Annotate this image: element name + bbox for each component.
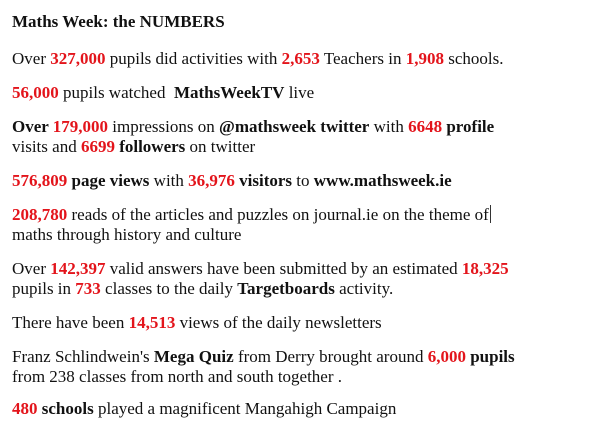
text: Over — [12, 259, 51, 278]
paragraph-page-views — [12, 171, 592, 191]
paragraph-newsletters — [12, 313, 592, 333]
stat-visitors: 36,976 — [188, 171, 235, 190]
text: with — [369, 117, 409, 136]
text: views of the daily newsletters — [175, 313, 382, 332]
text: classes to the daily — [100, 279, 238, 298]
paragraph-targetboards — [12, 259, 592, 299]
text: Franz Schlindwein's — [12, 347, 154, 366]
stat-pupils-estimated: 18,325 — [461, 259, 509, 278]
stat-teachers: 2,653 — [281, 49, 320, 68]
stat-impressions: 179,000 — [52, 117, 109, 136]
stat-newsletter-views: 14,513 — [128, 313, 176, 332]
text: Over — [12, 49, 51, 68]
twitter-handle: @mathsweek twitter — [219, 117, 370, 136]
stat-schools: 1,908 — [405, 49, 444, 68]
text: valid answers have been submitted by an estimated — [105, 259, 462, 278]
mathsweektv-label: MathsWeekTV — [173, 83, 285, 102]
text: pupils watched — [58, 83, 174, 102]
text-bold: Mega Quiz — [153, 347, 234, 366]
text: with — [149, 171, 189, 190]
paragraph-mathsweektv — [12, 83, 592, 103]
text-cursor — [490, 205, 491, 223]
text: There have been — [12, 313, 129, 332]
text-bold: Targetboards — [237, 279, 335, 298]
paragraph-mega-quiz — [12, 347, 592, 387]
text: visits and — [12, 137, 81, 156]
paragraph-pupils-activities — [12, 49, 592, 69]
text: live — [284, 83, 315, 102]
text: on twitter — [185, 137, 256, 156]
text-bold: followers — [119, 137, 186, 156]
text: activity. — [334, 279, 394, 298]
text-bold: page views — [67, 171, 150, 190]
stat-watchers: 56,000 — [12, 83, 59, 102]
text-bold: profile — [446, 117, 495, 136]
stat-quiz-pupils: 6,000 — [427, 347, 466, 366]
stat-page-views: 576,809 — [12, 171, 68, 190]
text: played a magnificent Mangahigh Campaign — [93, 399, 397, 418]
stat-mangahigh-schools: 480 — [12, 399, 38, 418]
paragraph-mangahigh — [12, 399, 592, 419]
stat-followers: 6699 — [80, 137, 115, 156]
text: reads of the articles and puzzles on journal.ie on the theme of — [67, 205, 489, 224]
stat-pupils: 327,000 — [50, 49, 106, 68]
website-url: www.mathsweek.ie — [313, 171, 452, 190]
stat-classes: 733 — [75, 279, 101, 298]
stat-reads: 208,780 — [12, 205, 68, 224]
text-bold: visitors — [234, 171, 293, 190]
text: to — [292, 171, 314, 190]
text-bold: schools — [37, 399, 94, 418]
text: Teachers in — [319, 49, 406, 68]
text: schools. — [443, 49, 504, 68]
text-bold: Over — [12, 117, 53, 136]
text: from Derry brought around — [233, 347, 428, 366]
text: pupils in — [12, 279, 76, 298]
text-bold: pupils — [465, 347, 515, 366]
text: pupils did activities with — [105, 49, 282, 68]
document-title: Maths Week: the NUMBERS — [12, 12, 225, 31]
text: impressions on — [108, 117, 219, 136]
text: maths through history and culture — [12, 225, 242, 244]
text: from 238 classes from north and south together . — [12, 367, 343, 386]
paragraph-journal-reads — [12, 205, 592, 245]
stat-answers: 142,397 — [50, 259, 106, 278]
stat-profile-visits: 6648 — [408, 117, 443, 136]
paragraph-twitter — [12, 117, 592, 157]
